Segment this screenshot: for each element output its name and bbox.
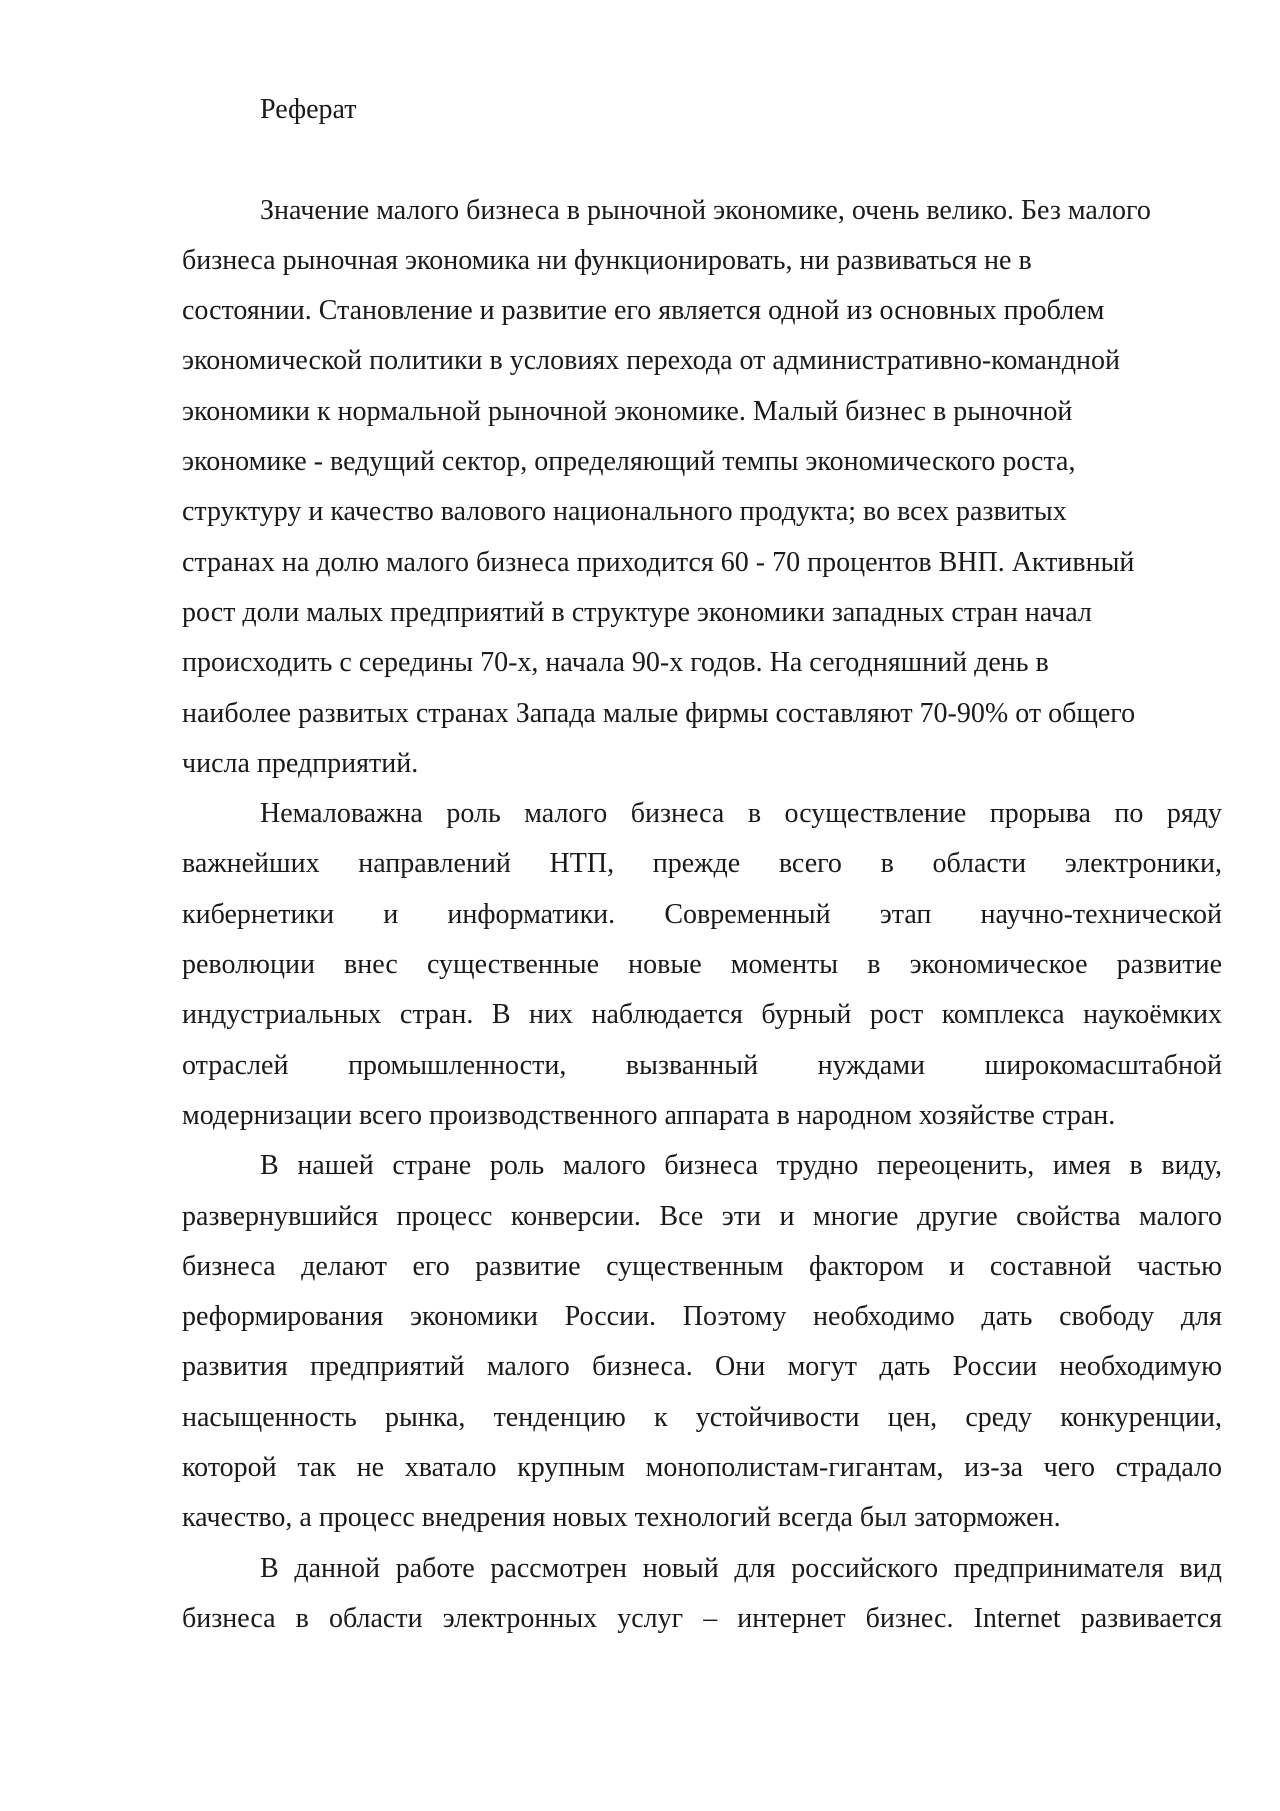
paragraph-line: В данной работе рассмотрен новый для российского предпринимателя вид	[260, 1552, 1222, 1584]
paragraph-line: качество, а процесс внедрения новых технологий всегда был заторможен.	[182, 1502, 1061, 1534]
paragraph-line: модернизации всего производственного аппарата в народном хозяйстве стран.	[182, 1099, 1116, 1131]
paragraph-line: состоянии. Становление и развитие его является одной из основных проблем	[182, 295, 1105, 327]
paragraph-line: Значение малого бизнеса в рыночной экономике, очень велико. Без малого	[260, 194, 1151, 226]
paragraph-line: В нашей стране роль малого бизнеса трудно переоценить, имея в виду,	[260, 1150, 1222, 1182]
paragraph-line: числа предприятий.	[182, 747, 419, 779]
paragraph-line: бизнеса в области электронных услуг – интернет бизнес. Internet развивается	[182, 1602, 1222, 1634]
paragraph-line: Немаловажна роль малого бизнеса в осуществление прорыва по ряду	[260, 798, 1222, 830]
paragraph-line: которой так не хватало крупным монополистам-гигантам, из-за чего страдало	[182, 1452, 1222, 1484]
paragraph-line: бизнеса рыночная экономика ни функционировать, ни развиваться не в	[182, 244, 1032, 276]
paragraph-line: реформирования экономики России. Поэтому необходимо дать свободу для	[182, 1301, 1222, 1333]
paragraph-line: революции внес существенные новые моменты в экономическое развитие	[182, 949, 1222, 981]
paragraph-3	[182, 1141, 1222, 1543]
paragraph-line: экономики к нормальной рыночной экономике. Малый бизнес в рыночной	[182, 395, 1073, 427]
paragraph-line: индустриальных стран. В них наблюдается бурный рост комплекса наукоёмких	[182, 999, 1222, 1031]
paragraph-line: наиболее развитых странах Запада малые фирмы составляют 70-90% от общего	[182, 697, 1136, 729]
paragraph-line: развития предприятий малого бизнеса. Они могут дать России необходимую	[182, 1351, 1222, 1383]
paragraph-line: рост доли малых предприятий в структуре экономики западных стран начал	[182, 596, 1092, 628]
paragraph-1	[182, 186, 1222, 790]
paragraph-line: происходить с середины 70-х, начала 90-х годов. На сегодняшний день в	[182, 647, 1049, 679]
paragraph-line: странах на долю малого бизнеса приходится 60 - 70 процентов ВНП. Активный	[182, 546, 1135, 578]
blank-line	[182, 135, 1222, 185]
paragraph-line: структуру и качество валового национального продукта; во всех развитых	[182, 496, 1067, 528]
paragraph-line: важнейших направлений НТП, прежде всего в области электроники,	[182, 848, 1222, 880]
paragraph-line: насыщенность рынка, тенденцию к устойчивости цен, среду конкуренции,	[182, 1401, 1222, 1433]
paragraph-line: бизнеса делают его развитие существенным фактором и составной частью	[182, 1250, 1222, 1282]
document-body	[182, 85, 1222, 1644]
paragraph-line: экономике - ведущий сектор, определяющий темпы экономического роста,	[182, 446, 1076, 478]
paragraph-line: экономической политики в условиях перехода от административно-командной	[182, 345, 1120, 377]
paragraph-line: отраслей промышленности, вызванный нуждами широкомасштабной	[182, 1049, 1222, 1081]
paragraph-line: кибернетики и информатики. Современный этап научно-технической	[182, 898, 1222, 930]
paragraph-2	[182, 789, 1222, 1141]
paragraph-line: развернувшийся процесс конверсии. Все эти и многие другие свойства малого	[182, 1200, 1222, 1232]
paragraph-4	[182, 1544, 1222, 1645]
document-title: Реферат	[260, 94, 357, 125]
